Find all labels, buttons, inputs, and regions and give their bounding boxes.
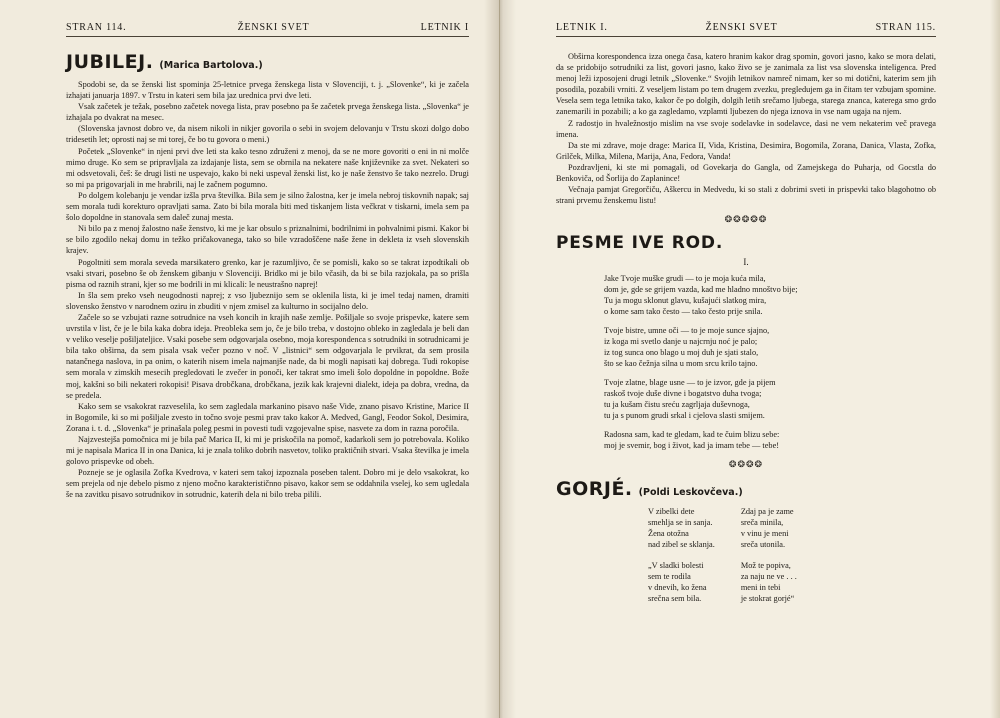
paragraph: Z radostjo in hvaležnostjo mislim na vse svoje sodelavke in sodelavce, dasi ne vem nekaterim več pravega imena.: [556, 118, 936, 139]
paragraph: Pozdravljeni, ki ste mi pomagali, od Govekarja do Gangla, od Zamejskega do Puharja, od Gocstla do Benkoviča, od Šorlija do Zaplanince!: [556, 162, 936, 184]
paragraph: Pogoltniti sem morala seveda marsikatero grenko, kar je razumljivo, če se pomisli, kako so se takrat izpodtikali ob vsaki stvari, posebno še ob ženskem gibanju v Slovenciji. Bridko mi je bilo včasih, da bi se bila razjokala, pa so prišla pisma od raznih strani, kjer so me bodrili in mi klicali: le neustrašno naprej!: [66, 257, 469, 289]
verse-line: je stokrat gorjé“: [740, 594, 795, 604]
volume-label: LETNIK I.: [556, 22, 608, 33]
verse-line: tu ja s punom grudi srkal i cjelova slasti smijem.: [604, 411, 765, 421]
stanza: [604, 325, 936, 369]
stanza: [741, 560, 797, 604]
verse-line: V zibelki dete: [648, 507, 695, 517]
verse-line: iz tog sunca ono blago u moj duh je sjati stalo,: [604, 348, 759, 358]
paragraph: Ni bilo pa z menoj žalostno naše ženstvo, ki me je kar obsulo s priznalnimi, bodrilnimi in pohvalnimi pismi. Kakor bi se bilo zgodilo nekaj domu in težko pričakovanega, tako so bile vzradoščene naše žene in dekleta iz vseh slovenskih krajev.: [66, 224, 469, 256]
paragraph: Vsak začetek je težak, posebno začetek novega lista, prav posebno pa še začetek prvega ženskega lista. „Slovenka“ je izhajala po dvakrat na mesec.: [66, 102, 469, 123]
verse-line: sreča utonila.: [740, 540, 786, 550]
paragraph: Najzvestejša pomočnica mi je bila pač Marica II, ki mi je priskočila na pomoč, kadarkoli sem jo potrebovala. Koliko mi je napisala Marica II in ona Danica, ki je znala toliko dobrih nasvetov, toliko praktičnih stvari. Vsaka številka je imela golovo prispevke od obeh.: [66, 435, 469, 467]
verse-line: Zdaj pa je zame: [740, 507, 794, 517]
stanza: [604, 429, 936, 451]
section-ornament: ❂❂❂❂❂: [724, 214, 768, 225]
verse-line: sem te rodila: [648, 572, 691, 582]
journal-title: ŽENSKI SVET: [705, 22, 778, 33]
verse-line: Jake Tvoje muške grudi — to je moja kuća mila,: [604, 274, 766, 284]
paragraph: Početek „Slovenke“ in njeni prvi dve leti sta kako tesno združeni z menoj, da se ne more govoriti o eni in ni molče mimo druge. Ko sem se pripravljala za izdajanje lista, sem se obrnila na nekatere naše književnike za svet. Nekateri so mi odsvetovali, češ: še drugi listi ne uspevajo, kako bi neki uspeval ženski list, ko je naše ženstvo še tako nezrelo. Drugi so mi pa prigovarjali in me hrabrili, naj le začnem pogumno.: [66, 146, 469, 189]
verse-line: nad zibel se sklanja.: [648, 540, 715, 550]
journal-title: ŽENSKI SVET: [237, 22, 310, 33]
verse-line: sreča minila,: [740, 518, 784, 528]
paragraph: Pozneje se je oglasila Zofka Kvedrova, v kateri sem takoj izpoznala poseben talent. Dobro mi je delo vsakokrat, ko sem prejela od nje debelo pismo z njeno močno karakterističnno pisavo, kakor sem se oddahnila vselej, ko sem ugledala še na zavitku pisavo sotrudnikov in sotrudnic, katerih dela ni bilo treba pilili.: [66, 468, 469, 500]
running-head-left: [66, 22, 469, 37]
paragraph: Spodobi se, da se ženski list spominja 25-letnice prvega ženskega lista v Slovenciji, t. j. „Slovenke“, ki je začela izhajati januarja 1897. v Trstu in kateri sem bila jaz urednica prvi dve leti.: [66, 80, 469, 101]
verse-line: Tvoje bistre, umne oči — to je moje sunce sjajno,: [604, 326, 770, 336]
page-number: STRAN 114.: [66, 22, 127, 33]
paragraph: Začele so se vzbujati razne sotrudnice na vseh koncih in krajih naše zemlje. Pošiljale so svoje prispevke, katere sem uvrstila v list, če je le bila kaka dobra ideja. Preobleka sem jo, če je bilo treba, v dostojno obleko in zagledala je beli dan v veliko veselje pošiljateljice. Vsaki posebe sem odgovarjala osebno, moja korespondenca s sotrudniki in sotrudnicami je bila tako obširna, da sem pisala vsak večer pozno v noč. V „listnici“ sem odgovarjala le prvikrat, da sem prosila natančnega naslova, in pa onim, o katerih nisem imela najmanjše nade, da bi mogli napisati kaj dobrega. Tudi rokopise sem morala v zimskih mesecih pregledovati le zvečer in ponoči, ker takrat smo imeli šolo dopoldne in popoldne. Bože moj, kakšni so bili nekateri rokopisi! Pisava drobčkana, drobčkana, jezik kak krajevni dialekt, ideja pa dobra, vredna, da se predela.: [66, 312, 469, 400]
verse-line: Žena otožna: [648, 529, 689, 539]
page-number: STRAN 115.: [875, 22, 936, 33]
gorje-poem: [648, 506, 936, 614]
verse-line: o kome sam tako često — tako često prije snila.: [604, 307, 763, 317]
page-edge-right: [990, 0, 1000, 718]
verse-line: raskoš tvoje duše divne i bogatstvo duha tvoga;: [604, 389, 762, 399]
article-continuation: [556, 51, 936, 206]
verse-line: „V sladki bolesti: [648, 561, 704, 571]
verse-line: meni in tebi: [740, 583, 781, 593]
verse-line: v dnevih, ko žena: [648, 583, 707, 593]
paragraph: Obširna korespondenca izza onega časa, katero hranim kakor drag spomin, govori jasno, kako se mora delati, da se pridobijo sotrudniki za list, govori jasno, kako živo se je zanimala za list vsa slovenska inteligenca. Pred menoj leži izposojeni drugi letnik „Slovenke.“ Svojih letnikov namreč nimam, ker so mi dotični, katerim sem jih posodila, pozabili vrniti. Z veseljem listam po tem drugem zvezku, pregledujem ga in čitam ter vzbujam spomine. Vesela sem tega letnika tako, kakor če po dolgih, dolgih letih srečamo ljubega, starega znanca, katerega smo grdo zanemarili in pozabili; a ko ga zagledamo, vzplamti ljubezen do njega iznova in vse nam ugaja na njem.: [556, 52, 936, 117]
gorje-title: GORJÉ.: [556, 478, 633, 501]
verse-line: srečna sem bila.: [648, 594, 702, 604]
poem-column-left: [648, 506, 715, 614]
verse-line: tu ja kušam čistu sreću zagrljaja duševnoga,: [604, 400, 750, 410]
poem: [604, 273, 936, 451]
paragraph: Da ste mi zdrave, moje drage: Marica II, Vida, Kristina, Desimira, Bogomila, Zorana, Danica, Vlasta, Zofka, Grilček, Milka, Milena, Marija, Ana, Fedora, Vanda!: [556, 140, 936, 161]
paragraph: In šla sem preko vseh neugodnosti naprej; z vso ljubeznijo sem se oklenila lista, ki je imel tedaj namen, dramiti slovensko ženstvo v narodnem oziru in zbuditi v njem zmisel za kulturno in socijalno delo.: [66, 290, 469, 311]
verse-line: smehlja se in sanja.: [648, 518, 713, 528]
article-heading: [66, 51, 469, 73]
poem-number: I.: [743, 257, 749, 268]
verse-line: iz koga mi svetlo danje u najcrnju noć je palo;: [604, 337, 758, 347]
verse-line: Tu ja mogu sklonut glavu, kušajući slatkog mira,: [604, 296, 767, 306]
poems-heading: PESME IVE ROD.: [556, 233, 724, 254]
paragraph: Večnaja pamjat Gregorčiču, Aškercu in Medvedu, ki so stali z dobrimi sveti in prispevki tako blagohotno ob strani prvemu ženskemu listu!: [556, 185, 936, 206]
verse-line: Tvoje zlatne, blage usne — to je izvor, gde ja pijem: [604, 378, 776, 388]
verse-line: Mož te popiva,: [740, 561, 791, 571]
verse-line: moj je svemir, bog i život, kad ja imam tebe — tebe!: [604, 441, 780, 451]
paragraph: Kako sem se vsakokrat razveselila, ko sem zagledala markanino pisavo naše Vide, znano pisavo Kristine, Marice II in Bogomile, ki so mi pošiljale zvesto in točno svoje pesmi prav tako kakor A. Medved, Gangl, Feodor Sokol, Desimira, Zorana i. t. d. „Slovenka“ je prinašala poleg pesmi in povesti tudi vzgojevalne spise, nasvete za dom in razna poročila.: [66, 401, 469, 433]
running-head-right: [556, 22, 936, 37]
paragraph: Po dolgem kolebanju je vendar izšla prva številka. Bila sem je silno žalostna, ker je imela nebroj tiskovnih napak; saj sem morala tudi korekturo opravljati sama. Zato bi bila morala biti med tiskanjem lista večkrat v tiskarni, imela sem pa šolo dopoldne in stanovala sem daleč zunaj mesta.: [66, 190, 469, 223]
stanza: [604, 377, 936, 421]
right-page: [500, 0, 1000, 718]
verse-line: Radosna sam, kad te gledam, kad te čuim blizu sebe:: [604, 430, 780, 440]
verse-line: za naju ne ve . . .: [740, 572, 797, 582]
gorje-author: (Poldi Leskovčeva.): [638, 487, 743, 499]
verse-line: v vinu je meni: [740, 529, 789, 539]
article-title: JUBILEJ.: [66, 51, 154, 73]
article-body: [66, 79, 469, 501]
volume-label: LETNIK I: [420, 22, 469, 33]
stanza: [648, 506, 715, 550]
paragraph: (Slovenska javnost dobro ve, da nisem nikoli in nikjer govorila o sebi in svojem delovanju v Trstu skozi dolgo dobo tridesetih let; oprosti naj se mi torej, če bo tu govora o meni.): [66, 124, 469, 145]
stanza: [604, 273, 936, 317]
section-ornament: ❂❂❂❂: [728, 459, 764, 470]
stanza: [741, 506, 797, 550]
verse-line: što se kao čežnja silna u mom srcu krilo tajno.: [604, 359, 758, 369]
gorje-heading: [556, 478, 936, 500]
stanza: [648, 560, 715, 604]
article-author: (Marica Bartolova.): [159, 60, 263, 71]
verse-line: dom je, gde se grijem vazda, kad me hladno mnoštvo bije;: [604, 285, 798, 295]
poem-column-right: [741, 506, 797, 614]
